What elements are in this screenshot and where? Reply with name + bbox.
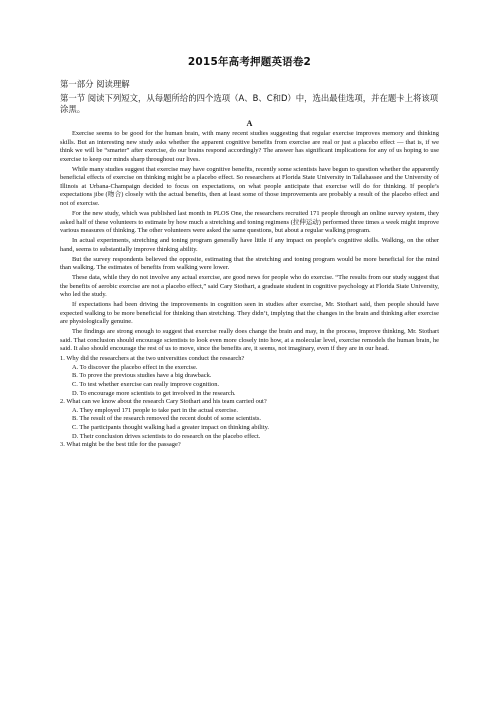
paragraph: But the survey respondents believed the opposite, estimating that the stretching and toning program would be more beneficial for the mind than walking. The estimates of benefits from walking were lower. xyxy=(60,255,439,272)
paragraph: For the new study, which was published last month in PLOS One, the researchers recruited 171 people through an online survey system, they asked half of these volunteers to estimate by how much a stretching and toning regimens (拉伸运动) performed three times a week might improve various measures of thinking. The other volunteers were asked the same questions, but about a regular walking program. xyxy=(60,209,439,235)
answer-option: D. To encourage more scientists to get involved in the research. xyxy=(72,389,236,397)
question-stem: 2. What can we know about the research Cary Stothart and his team carried out? xyxy=(60,398,267,406)
question-item xyxy=(60,355,439,398)
question-item xyxy=(60,398,439,441)
passage-body xyxy=(60,130,439,354)
part-heading: 第一部分 阅读理解 xyxy=(60,79,130,89)
question-stem: 3. What might be the best title for the passage? xyxy=(60,441,181,449)
answer-option: B. The result of the research removed the recent doubt of some scientists. xyxy=(72,415,262,423)
answer-option: A. To discover the placebo effect in the exercise. xyxy=(72,363,198,371)
paragraph: The findings are strong enough to suggest that exercise really does change the brain and may, in the process, improve thinking, Mr. Stothart said. That conclusion should encourage scientists to look even more closely into how, at a molecular level, exercise remodels the human brain, he said. It also should encourage the rest of us to move, since the benefits are, it seems, not imaginary, even if they are in our head. xyxy=(60,328,439,353)
passage-label: A xyxy=(246,119,253,128)
exam-title: 2015年高考押题英语卷2 xyxy=(187,56,312,68)
paragraph: In actual experiments, stretching and toning program generally have little if any impact on people’s cognitive skills. Walking, on the other hand, seems to substantially improve thinking ability. xyxy=(60,237,439,253)
question-list xyxy=(60,355,439,450)
paragraph: Exercise seems to be good for the human brain, with many recent studies suggesting that regular exercise improves memory and thinking skills. But an interesting new study asks whether the apparent cognitive benefits from exercise are real or just a placebo effect — that is, if we think we will be “smarter” after exercise, do our brains respond accordingly? The answer has significant implications for any of us hoping to use exercise to keep our minds sharp throughout our lives. xyxy=(60,130,439,163)
answer-option: A. They employed 171 people to take part in the actual exercise. xyxy=(72,406,238,414)
answer-option: B. To prove the previous studies have a big drawback. xyxy=(72,372,212,380)
answer-option: C. The participants thought walking had a greater impact on thinking ability. xyxy=(72,423,270,431)
answer-option: D. Their conclusion drives scientists to do research on the placebo effect. xyxy=(72,432,261,440)
question-item xyxy=(60,441,439,450)
paragraph: While many studies suggest that exercise may have cognitive benefits, recently some scientists have begun to question whether the apparently beneficial effects of exercise on thinking might be a placebo effect. So researchers at Florida State University in Tallahassee and the University of Illinois at Urbana-Champaign decided to focus on expectations, on what people anticipate that exercise will do for thinking. If people’s expectations jibe (吻合) closely with the actual benefits, then at least some of those improvements are probably a result of the placebo effect and not of exercise. xyxy=(60,165,439,208)
section-instruction: 第一节 阅读下列短文，从每题所给的四个选项（A、B、C和D）中，选出最佳选项，并在题卡上将该项涂黑。 xyxy=(60,93,439,114)
paragraph: These data, while they do not involve any actual exercise, are good news for people who do exercise. “The results from our study suggest that the benefits of aerobic exercise are not a placebo effect,” said Cary Stothart, a graduate student in cognitive psychology at Florida State University, who led the study. xyxy=(60,273,439,299)
paragraph: If expectations had been driving the improvements in cognition seen in studies after exercise, Mr. Stothart said, then people should have expected walking to be more beneficial for thinking than stretching. They didn’t, implying that the changes in the brain and thinking after exercise are physiologically genuine. xyxy=(60,301,439,326)
exam-page xyxy=(60,54,439,450)
question-stem: 1. Why did the researchers at the two universities conduct the research? xyxy=(60,355,245,363)
answer-option: C. To test whether exercise can really improve cognition. xyxy=(72,381,220,388)
